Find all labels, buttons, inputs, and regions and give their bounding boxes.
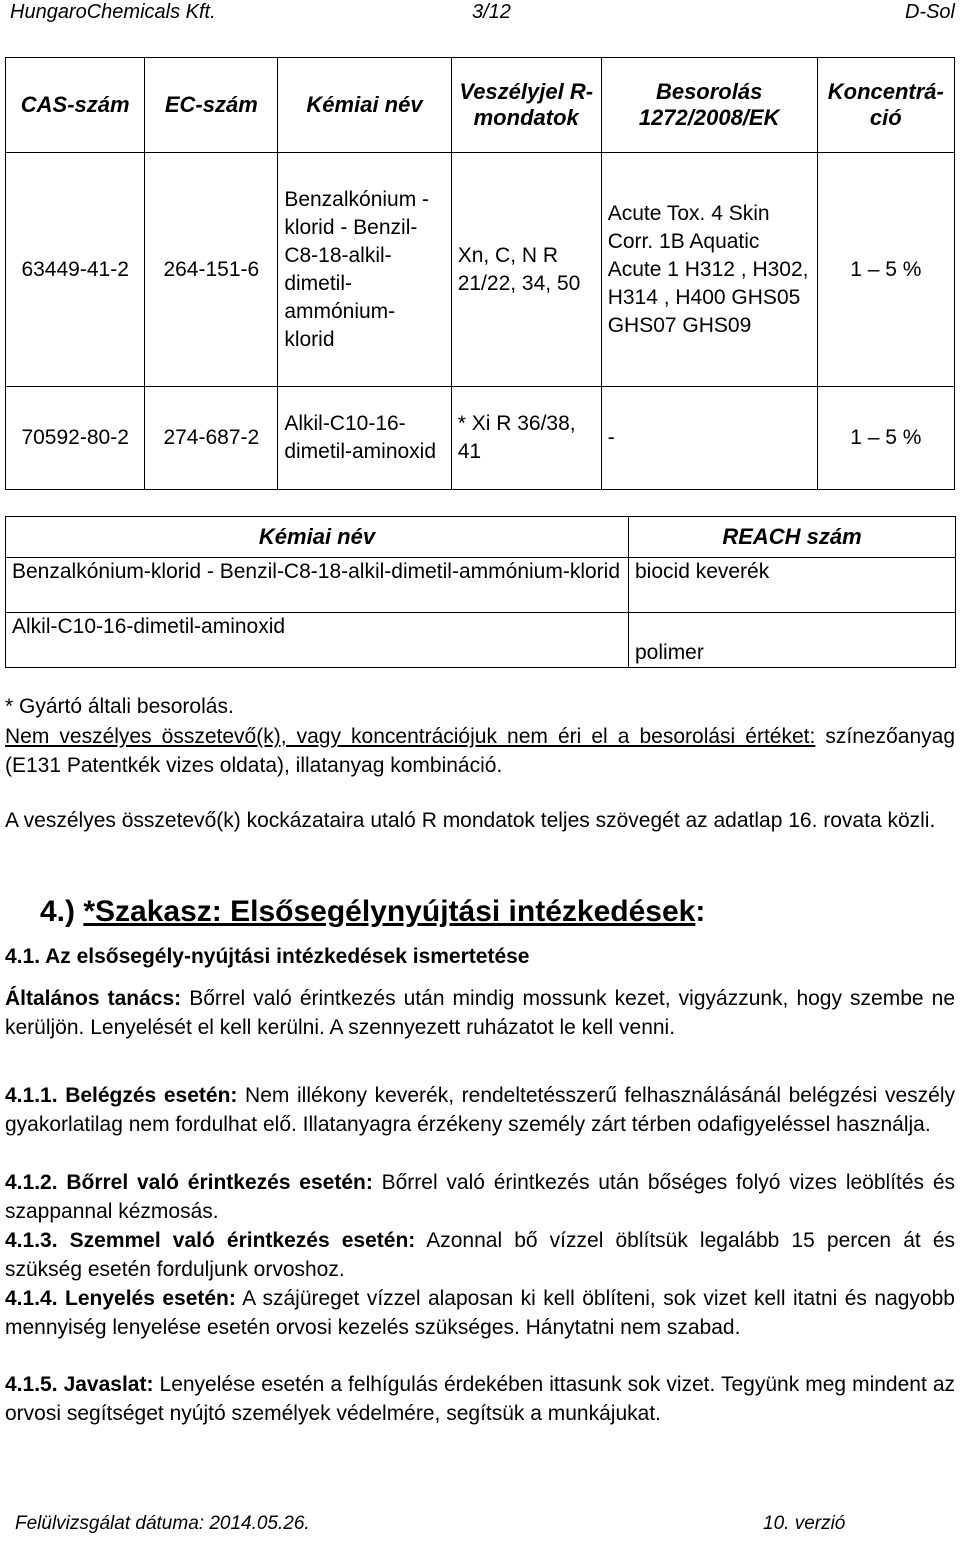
cell-name: Benzalkónium-klorid - Benzil-C8-18-alkil-dimetil-ammónium-klorid	[6, 558, 629, 613]
item-number: 4.1.4.	[5, 1287, 58, 1310]
item-label: Belégzés esetén:	[65, 1084, 238, 1107]
col-reach: REACH szám	[629, 517, 956, 558]
nonhazardous-rest: színezőanyag (E131 Patentkék vizes oldata), illatanyag kombináció.	[5, 725, 955, 777]
nonhazardous-underlined: Nem veszélyes összetevő(k), vagy koncentrációjuk nem éri el a besorolási értéket:	[5, 725, 816, 748]
item-number: 4.1.5.	[5, 1373, 58, 1396]
version: 10. verzió	[763, 1513, 846, 1534]
item-text: Nem illékony keverék, rendeltetésszerű felhasználásánál belégzési veszély gyakorlatilag nem fordulhat elő. Illatanyagra érzékeny személy zárt térben odafigyeléssel használja.	[5, 1084, 955, 1136]
product-name: D-Sol	[904, 1, 955, 23]
composition-table	[5, 57, 955, 490]
cell-symbols: Xn, C, N R 21/22, 34, 50	[451, 153, 601, 387]
table-header-row	[6, 58, 955, 153]
nonhazardous-note	[5, 722, 955, 780]
first-aid-item-advice	[5, 1370, 955, 1428]
first-aid-item-eye	[5, 1226, 955, 1284]
item-text: A szájüreget vízzel alaposan ki kell öblíteni, sok vizet kell itatni és nagyobb mennyiség lenyelése esetén orvosi kezelés szükséges. Hánytatni nem szabad.	[5, 1287, 955, 1339]
section-title	[40, 892, 705, 932]
item-label: Szemmel való érintkezés esetén:	[69, 1229, 416, 1252]
cell-name: Alkil-C10-16-dimetil-aminoxid	[278, 387, 451, 490]
col-classification: Besorolás 1272/2008/EK	[601, 58, 817, 153]
first-aid-item-ingestion	[5, 1284, 955, 1342]
col-concentration: Koncentrá-ció	[817, 58, 954, 153]
cell-ec: 264-151-6	[145, 153, 278, 387]
cell-symbols: * Xi R 36/38, 41	[451, 387, 601, 490]
item-text: Azonnal bő vízzel öblítsük legalább 15 percen át és szükség esetén forduljunk orvoshoz.	[5, 1229, 955, 1281]
col-ec: EC-szám	[145, 58, 278, 153]
col-symbols: Veszélyjel R-mondatok	[451, 58, 601, 153]
item-label: Lenyelés esetén:	[65, 1287, 236, 1310]
general-advice	[5, 984, 955, 1042]
item-number: 4.1.3.	[5, 1229, 58, 1252]
table-row	[6, 153, 955, 387]
item-number: 4.1.2.	[5, 1171, 58, 1194]
first-aid-item-inhalation	[5, 1081, 955, 1139]
cell-ec: 274-687-2	[145, 387, 278, 490]
item-text: Lenyelése esetén a felhígulás érdekében ittasunk sok vizet. Tegyünk meg mindent az orvosi segítséget nyújtó személyek védelmére, segítsük a munkájukat.	[5, 1373, 956, 1425]
item-number: 4.1.1.	[5, 1084, 58, 1107]
cell-cas: 70592-80-2	[6, 387, 145, 490]
cell-name: Alkil-C10-16-dimetil-aminoxid	[6, 613, 629, 668]
item-label: Bőrrel való érintkezés esetén:	[66, 1171, 373, 1194]
section-title-text: *Szakasz: Elsősegélynyújtási intézkedések	[83, 895, 696, 928]
cell-classification: -	[601, 387, 817, 490]
cell-concentration: 1 – 5 %	[817, 387, 954, 490]
page-header	[10, 0, 955, 26]
company-name: HungaroChemicals Kft.	[10, 1, 216, 23]
col-name: Kémiai név	[278, 58, 451, 153]
table-header-row	[6, 517, 956, 558]
section-number: 4.)	[40, 895, 76, 928]
item-label: Javaslat:	[63, 1373, 154, 1396]
cell-reach: polimer	[629, 613, 956, 668]
page-number: 3/12	[472, 1, 511, 23]
manufacturer-note: * Gyártó általi besorolás.	[5, 695, 234, 718]
reach-table	[5, 516, 956, 668]
first-aid-item-skin	[5, 1168, 955, 1226]
review-date: Felülvizsgálat dátuma: 2014.05.26.	[15, 1513, 310, 1534]
table-row	[6, 387, 955, 490]
table-row	[6, 613, 956, 668]
subsection-title: 4.1. Az elsősegély-nyújtási intézkedések ismertetése	[5, 945, 530, 968]
cell-reach: biocid keverék	[629, 558, 956, 613]
rphrases-note: A veszélyes összetevő(k) kockázataira utaló R mondatok teljes szövegét az adatlap 16. rovata közli.	[5, 809, 936, 832]
cell-name: Benzalkónium -klorid - Benzil-C8-18-alkil-dimetil-ammónium-klorid	[278, 153, 451, 387]
cell-cas: 63449-41-2	[6, 153, 145, 387]
col-name: Kémiai név	[6, 517, 629, 558]
general-label: Általános tanács:	[5, 987, 182, 1010]
table-row	[6, 558, 956, 613]
cell-classification: Acute Tox. 4 Skin Corr. 1B Aquatic Acute 1 H312 , H302, H314 , H400 GHS05 GHS07 GHS09	[601, 153, 817, 387]
section-title-colon: :	[695, 895, 706, 928]
item-text: Bőrrel való érintkezés után bőséges folyó vizes leöblítés és szappannal kézmosás.	[5, 1171, 956, 1223]
cell-concentration: 1 – 5 %	[817, 153, 954, 387]
col-cas: CAS-szám	[6, 58, 145, 153]
general-text: Bőrrel való érintkezés után mindig mossunk kezet, vigyázzunk, hogy szembe ne kerüljön. Lenyelését el kell kerülni. A szennyezett ruházatot le kell venni.	[5, 987, 955, 1039]
